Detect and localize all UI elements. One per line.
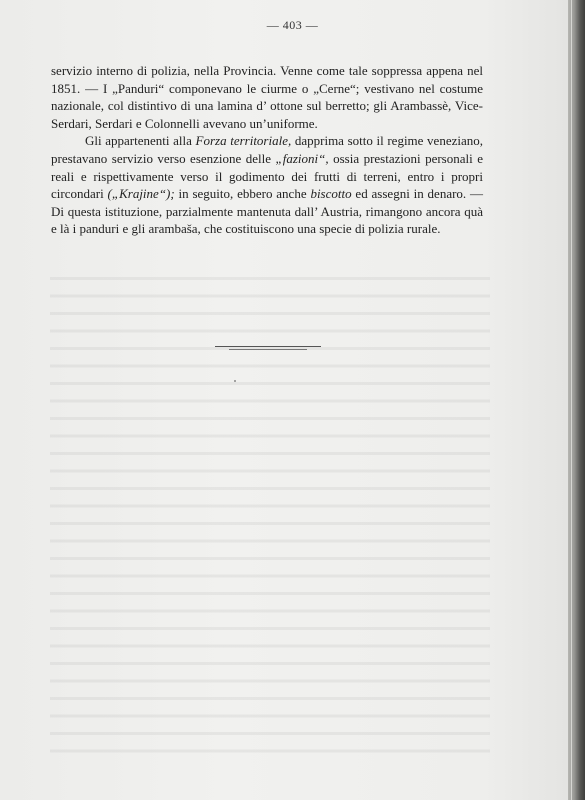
bleed-through-texture (50, 268, 490, 758)
paragraph-2-italic-fazioni: „fazioni“, (275, 150, 329, 166)
body-text (51, 62, 483, 238)
paragraph-2-text-1: Gli appartenenti alla (85, 133, 196, 149)
divider-line-short (229, 349, 307, 350)
page-number: — 403 — (266, 18, 319, 32)
divider-line-long (215, 346, 321, 347)
paragraph-1: servizio interno di polizia, nella Provincia. Venne come tale soppressa appena nel 1851. — I „Panduri“ componevano le ciurme o „Cerne“; vestivano nel costume nazionale, col distintivo di una lamina d’ ottone sul berretto; gli Arambassè, Vice-Serdari, Serdari e Colonnelli avevano un’uniforme. (51, 63, 483, 131)
paragraph-2-text-2: dapprima sotto il regime veneziano, prestavano servizio verso esenzione delle (51, 133, 484, 166)
section-divider (215, 346, 321, 352)
paragraph-2-italic-krajine: („Krajine“); (107, 186, 175, 202)
paragraph-2-text-4: in seguito, ebbero anche (174, 186, 311, 202)
paragraph-2-italic-biscotto: biscotto (310, 186, 352, 202)
paper-speck (234, 380, 236, 382)
paragraph-2-text-3: ossia prestazioni personali e reali e rispettivamente verso il godimento dei frutti di terreni, entro i propri circondari (51, 150, 483, 202)
paragraph-2 (51, 132, 483, 238)
paragraph-2-text-5: ed assegni in denaro. — Di questa istituzione, parzialmente mantenuta dall’ Austria, rimangono ancora quà e là i panduri e gli arambaša, che costituiscono una specie di polizia rurale. (51, 186, 484, 237)
page-edge-shadow (568, 0, 585, 800)
paragraph-2-italic-forza-territoriale: Forza territoriale, (195, 133, 292, 149)
